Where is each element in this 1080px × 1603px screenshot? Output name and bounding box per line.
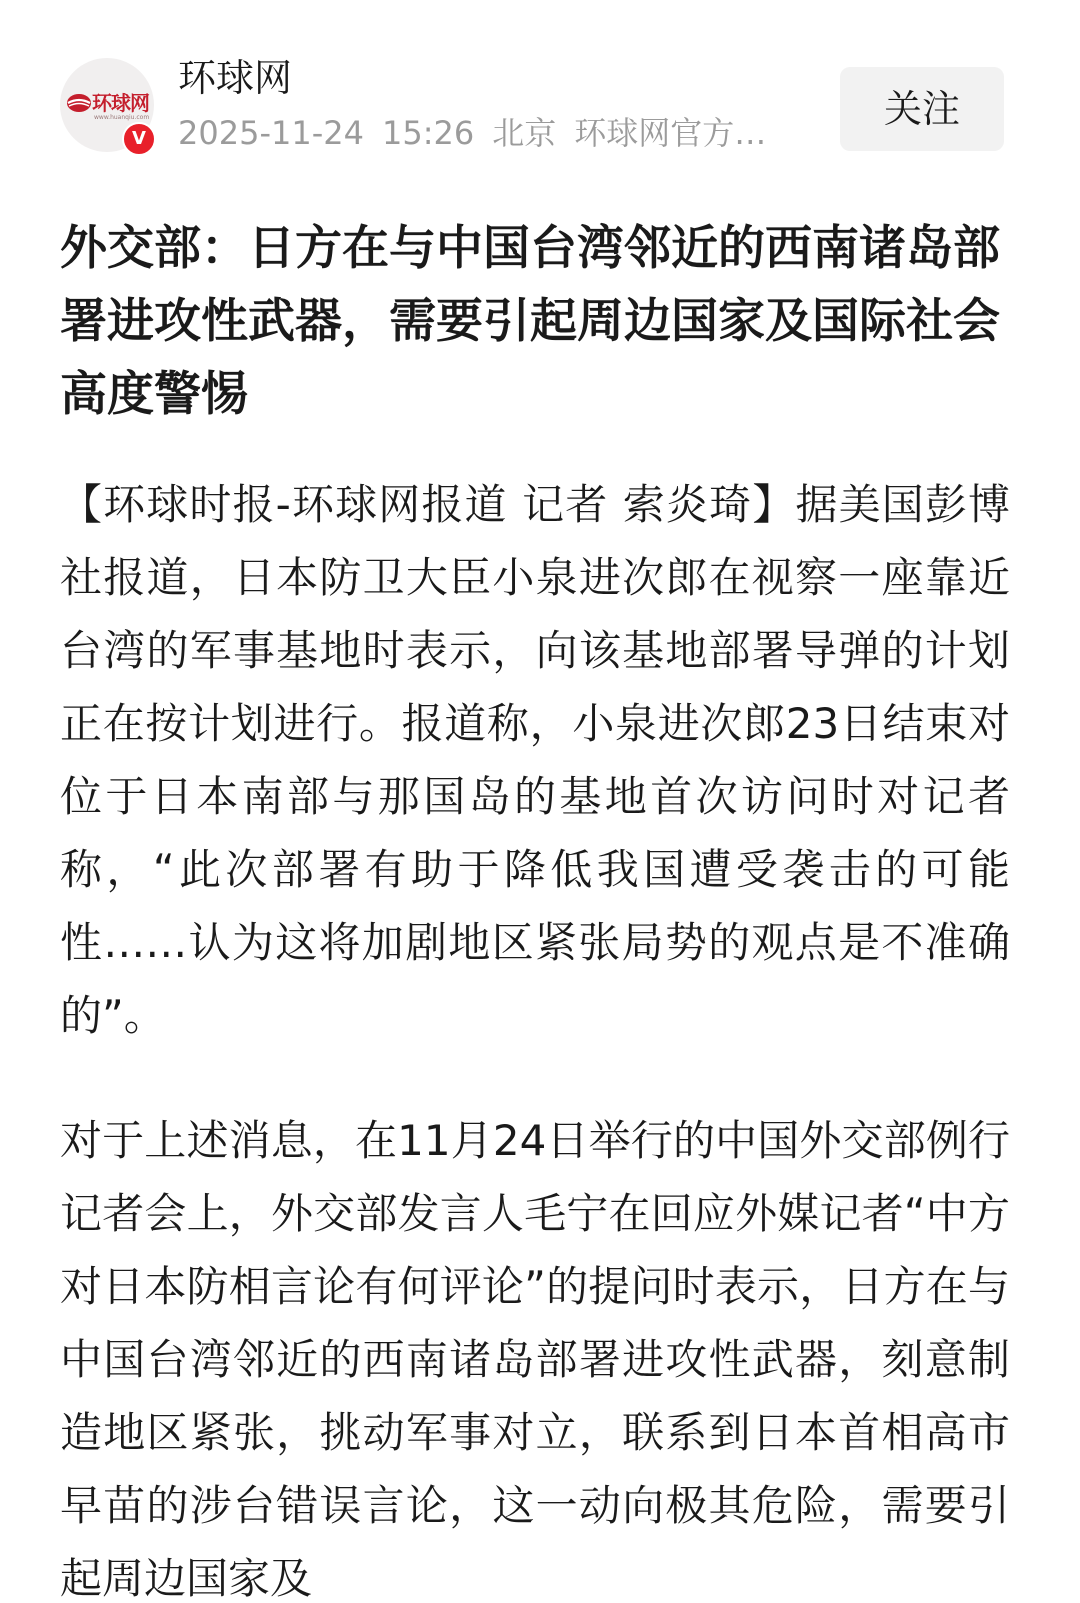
publish-location: 北京 (492, 114, 557, 152)
article-body (60, 468, 1010, 1603)
author-name[interactable]: 环球网 (178, 56, 293, 100)
publish-source: 环球网官方… (574, 114, 767, 152)
author-bar (60, 55, 1030, 155)
article-title: 外交部：日方在与中国台湾邻近的西南诸岛部署进攻性武器，需要引起周边国家及国际社会高度警惕 (60, 221, 1000, 422)
follow-button[interactable]: 关注 (840, 67, 1004, 151)
publish-time: 15:26 (381, 114, 475, 152)
article-paragraph: 【环球时报-环球网报道 记者 索炎琦】据美国彭博社报道，日本防卫大臣小泉进次郎在视察一座靠近台湾的军事基地时表示，向该基地部署导弹的计划正在按计划进行。报道称，小泉进次郎23日结束对位于日本南部与那国岛的基地首次访问时对记者称，“此次部署有助于降低我国遭受袭击的可能性……认为这将加剧地区紧张局势的观点是不准确的”。 (60, 480, 1010, 1040)
article-paragraph: 对于上述消息，在11月24日举行的中国外交部例行记者会上，外交部发言人毛宁在回应外媒记者“中方对日本防相言论有何评论”的提问时表示，日方在与中国台湾邻近的西南诸岛部署进攻性武器，刻意制造地区紧张，挑动军事对立，联系到日本首相高市早苗的涉台错误言论，这一动向极其危险，需要引起周边国家及 (60, 1116, 1010, 1603)
huanqiu-logo (64, 84, 150, 124)
author-meta (178, 112, 798, 154)
verified-icon: V (122, 122, 156, 156)
huanqiu-logo-icon (66, 93, 92, 113)
avatar[interactable] (60, 58, 154, 152)
publish-date: 2025-11-24 (178, 114, 364, 152)
avatar-logo-text: 环球网 (92, 91, 149, 115)
avatar-logo-url: www.huanqiu.com (94, 114, 150, 121)
